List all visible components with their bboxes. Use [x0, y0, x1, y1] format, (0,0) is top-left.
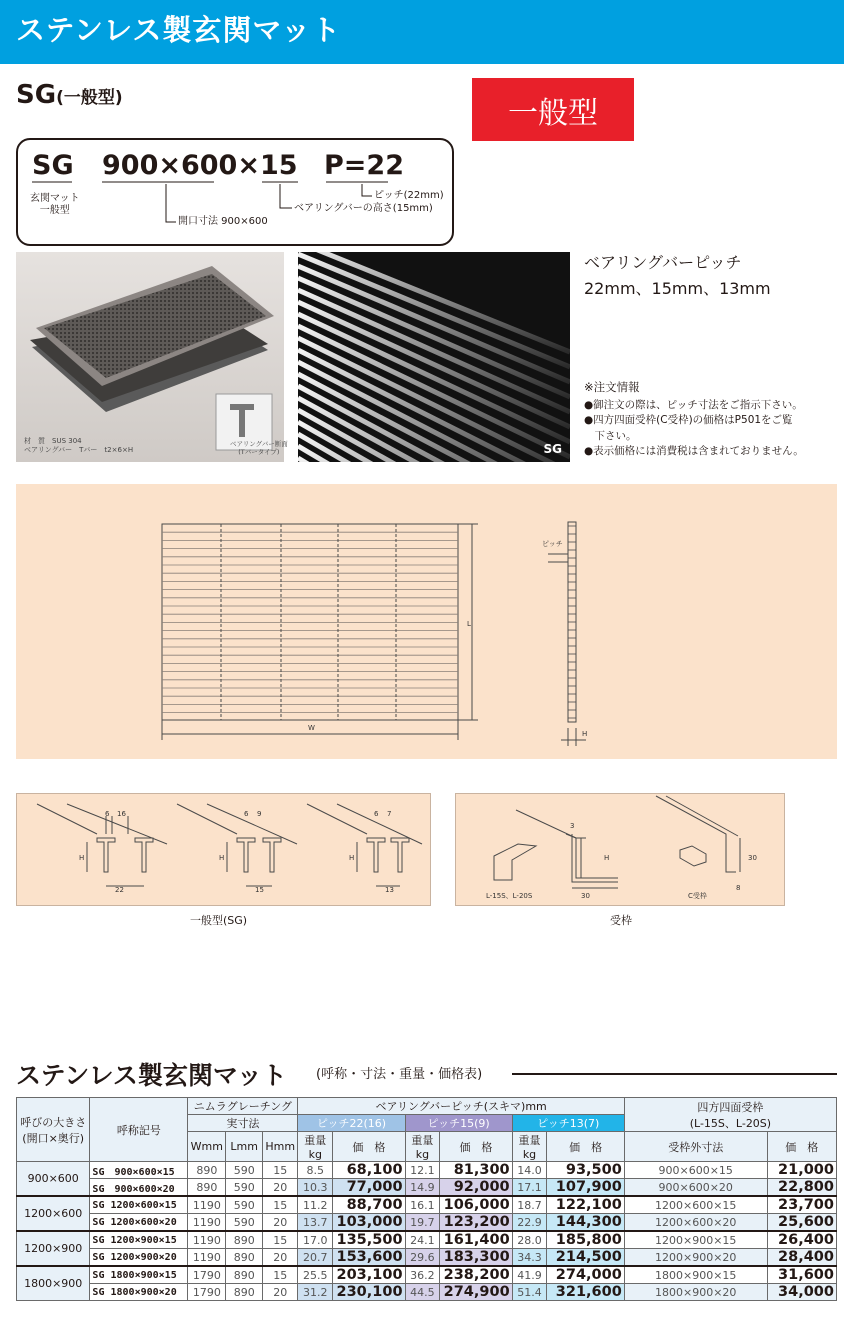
- drawing-h-label: H: [582, 730, 588, 738]
- order-info: [584, 380, 804, 460]
- cell-w22: 8.5: [298, 1162, 333, 1179]
- cell-fdim: 1200×600×15: [624, 1196, 767, 1214]
- cell-p13: 144,300: [547, 1214, 625, 1232]
- header-p22: ピッチ22(16): [298, 1115, 405, 1132]
- cell-code: SG 1200×900×20: [90, 1249, 188, 1267]
- cell-w22: 20.7: [298, 1249, 333, 1267]
- cell-w13: 14.0: [512, 1162, 547, 1179]
- table-section-subtitle: (呼称・寸法・重量・価格表): [316, 1067, 483, 1082]
- product-photo-closeup: [298, 252, 570, 462]
- header-h: Hmm: [263, 1132, 298, 1162]
- pitch-info-title: ベアリングバーピッチ: [584, 253, 742, 272]
- cell-p13: 107,900: [547, 1179, 625, 1197]
- code-pitch: P=22: [324, 150, 404, 181]
- code-label-pitch: ピッチ(22mm): [374, 190, 444, 201]
- cell-w: 1790: [188, 1266, 226, 1284]
- photo1-inset-b: (Tバータイプ): [238, 448, 280, 456]
- cell-p22: 103,000: [333, 1214, 405, 1232]
- cell-fdim: 1200×900×15: [624, 1231, 767, 1249]
- cell-w15: 44.5: [405, 1284, 440, 1301]
- detail13-p: 13: [385, 886, 394, 894]
- detail22-a: 6: [105, 810, 110, 818]
- hw13b: kg: [522, 1148, 537, 1161]
- cell-fprice: 28,400: [767, 1249, 836, 1267]
- header-weight-15: [405, 1132, 440, 1162]
- cell-fprice: 31,600: [767, 1266, 836, 1284]
- order-info-item: ●四方四面受枠(C受枠)の価格はP501をご覧: [584, 414, 793, 426]
- model-title: [16, 80, 123, 110]
- photo2-label: SG: [543, 442, 562, 456]
- bar-section-drawing: [17, 794, 430, 905]
- pitch-info: [584, 250, 771, 302]
- cell-h: 20: [263, 1284, 298, 1301]
- cell-code: SG 1200×900×15: [90, 1231, 188, 1249]
- cell-w: 890: [188, 1179, 226, 1197]
- order-info-item: 下さい。: [584, 429, 637, 442]
- cell-w13: 17.1: [512, 1179, 547, 1197]
- cell-w13: 18.7: [512, 1196, 547, 1214]
- hw13a: 重量: [518, 1134, 541, 1147]
- cell-w: 1790: [188, 1284, 226, 1301]
- frame-caption: 受枠: [610, 914, 632, 927]
- cell-fdim: 1200×900×20: [624, 1249, 767, 1267]
- cell-p15: 274,900: [440, 1284, 512, 1301]
- cell-w13: 28.0: [512, 1231, 547, 1249]
- cell-fprice: 25,600: [767, 1214, 836, 1232]
- hw22a: 重量: [304, 1134, 327, 1147]
- detail13-b: 7: [387, 810, 392, 818]
- cell-w22: 25.5: [298, 1266, 333, 1284]
- cell-h: 20: [263, 1179, 298, 1197]
- bar-section-details: [16, 793, 431, 906]
- cell-l: 890: [226, 1231, 263, 1249]
- page-title: ステンレス製玄関マット: [16, 13, 342, 47]
- cell-p22: 88,700: [333, 1196, 405, 1214]
- cell-fdim: 900×600×20: [624, 1179, 767, 1197]
- header-p15: ピッチ15(9): [405, 1115, 512, 1132]
- code-size: 900×600×15: [102, 150, 298, 181]
- header-code: 呼称記号: [90, 1098, 188, 1162]
- code-label-series-b: 一般型: [39, 205, 70, 216]
- cell-p13: 274,000: [547, 1266, 625, 1284]
- hw15a: 重量: [411, 1134, 434, 1147]
- frame-dim-30b: 30: [748, 854, 757, 862]
- cell-fdim: 900×600×15: [624, 1162, 767, 1179]
- table-row: [17, 1249, 837, 1267]
- cell-p15: 92,000: [440, 1179, 512, 1197]
- cell-w13: 51.4: [512, 1284, 547, 1301]
- cell-size: 1200×600: [17, 1196, 90, 1231]
- photo1-inset-a: ベアリングバー断面: [230, 440, 288, 448]
- cell-p15: 106,000: [440, 1196, 512, 1214]
- model-subtitle: (一般型): [56, 88, 123, 108]
- header-frame-dim: 受枠外寸法: [624, 1132, 767, 1162]
- cell-h: 20: [263, 1214, 298, 1232]
- detail13-h: H: [349, 854, 355, 862]
- table-row: [17, 1179, 837, 1197]
- cell-w15: 16.1: [405, 1196, 440, 1214]
- code-series: SG: [32, 150, 74, 181]
- cell-w15: 14.9: [405, 1179, 440, 1197]
- hw22b: kg: [308, 1148, 322, 1161]
- model-name: SG: [16, 80, 57, 110]
- cell-p22: 68,100: [333, 1162, 405, 1179]
- detail15-p: 15: [255, 886, 264, 894]
- cell-p13: 321,600: [547, 1284, 625, 1301]
- cell-code: SG 1200×600×20: [90, 1214, 188, 1232]
- cell-size: 1800×900: [17, 1266, 90, 1301]
- bars-closeup-illustration: [298, 252, 570, 462]
- cell-w15: 24.1: [405, 1231, 440, 1249]
- cell-w22: 10.3: [298, 1179, 333, 1197]
- drawing-pitch-label: ピッチ: [542, 540, 563, 548]
- header-size-a: 呼びの大きさ: [20, 1115, 87, 1129]
- cell-l: 890: [226, 1284, 263, 1301]
- cell-p15: 183,300: [440, 1249, 512, 1267]
- spec-table: [16, 1097, 837, 1301]
- cell-l: 590: [226, 1162, 263, 1179]
- frame-dim-h: H: [604, 854, 610, 862]
- cell-w13: 22.9: [512, 1214, 547, 1232]
- cell-p15: 161,400: [440, 1231, 512, 1249]
- cell-h: 20: [263, 1249, 298, 1267]
- cell-code: SG 1800×900×20: [90, 1284, 188, 1301]
- detail13-a: 6: [374, 810, 379, 818]
- table-section-title: ステンレス製玄関マット: [16, 1061, 287, 1090]
- cell-w22: 17.0: [298, 1231, 333, 1249]
- photo1-spec: [24, 437, 133, 455]
- cell-p15: 238,200: [440, 1266, 512, 1284]
- header-size: [17, 1098, 90, 1162]
- cell-p22: 135,500: [333, 1231, 405, 1249]
- header-weight-22: [298, 1132, 333, 1162]
- cell-size: 900×600: [17, 1162, 90, 1197]
- cell-p22: 153,600: [333, 1249, 405, 1267]
- cell-h: 15: [263, 1162, 298, 1179]
- photo1-bar: ベアリングバー Tバー t2×6×H: [24, 446, 134, 454]
- cell-size: 1200×900: [17, 1231, 90, 1266]
- cell-h: 15: [263, 1231, 298, 1249]
- cell-p22: 77,000: [333, 1179, 405, 1197]
- frame-details: [455, 793, 785, 906]
- detail22-b: 16: [117, 810, 126, 818]
- cell-code: SG 1200×600×15: [90, 1196, 188, 1214]
- cell-p15: 123,200: [440, 1214, 512, 1232]
- cell-p13: 122,100: [547, 1196, 625, 1214]
- cell-fdim: 1800×900×20: [624, 1284, 767, 1301]
- table-row: [17, 1162, 837, 1179]
- table-row: [17, 1196, 837, 1214]
- code-label-series: [30, 193, 80, 217]
- technical-drawing-panel: [16, 484, 837, 759]
- frame-dim-8: 8: [736, 884, 741, 892]
- drawing-l-label: L: [467, 620, 471, 628]
- cell-fdim: 1800×900×15: [624, 1266, 767, 1284]
- code-label-series-a: 玄関マット: [30, 193, 80, 204]
- detail-caption: 一般型(SG): [190, 914, 248, 927]
- header-w: Wmm: [188, 1132, 226, 1162]
- code-label-opening: 開口寸法 900×600: [178, 216, 268, 227]
- header-frame: [624, 1098, 836, 1132]
- header-bearing: ベアリングバーピッチ(スキマ)mm: [298, 1098, 624, 1115]
- header-price-22: 価 格: [333, 1132, 405, 1162]
- cell-l: 590: [226, 1179, 263, 1197]
- photo1-inset-caption: [230, 440, 288, 456]
- frame-c-label: C受枠: [688, 892, 707, 900]
- cell-p22: 230,100: [333, 1284, 405, 1301]
- table-row: [17, 1214, 837, 1232]
- header-p13: ピッチ13(7): [512, 1115, 624, 1132]
- cell-fprice: 26,400: [767, 1231, 836, 1249]
- cell-w: 1190: [188, 1196, 226, 1214]
- cell-p15: 81,300: [440, 1162, 512, 1179]
- frame-l-label: L-15S、L-20S: [486, 892, 533, 900]
- order-info-item: ●御注文の際は、ピッチ寸法をご指示下さい。: [584, 398, 803, 411]
- header-size-b: (開口×奥行): [22, 1131, 85, 1145]
- grating-plan-drawing: [16, 484, 837, 759]
- cell-fprice: 21,000: [767, 1162, 836, 1179]
- hw15b: kg: [415, 1148, 430, 1161]
- header-weight-13: [512, 1132, 547, 1162]
- cell-l: 590: [226, 1214, 263, 1232]
- header-price-15: 価 格: [440, 1132, 512, 1162]
- cell-w22: 31.2: [298, 1284, 333, 1301]
- frame-dim-30a: 30: [581, 892, 590, 900]
- detail15-b: 9: [257, 810, 262, 818]
- header-l: Lmm: [226, 1132, 263, 1162]
- cell-fprice: 23,700: [767, 1196, 836, 1214]
- cell-p13: 185,800: [547, 1231, 625, 1249]
- code-label-height: ベアリングバーの高さ(15mm): [294, 203, 433, 214]
- order-info-heading: ※注文情報: [584, 380, 640, 394]
- cell-code: SG 900×600×20: [90, 1179, 188, 1197]
- cell-l: 890: [226, 1249, 263, 1267]
- grating-photo-illustration: [16, 252, 284, 462]
- cell-h: 15: [263, 1266, 298, 1284]
- cell-w15: 19.7: [405, 1214, 440, 1232]
- cell-l: 890: [226, 1266, 263, 1284]
- table-row: [17, 1231, 837, 1249]
- detail15-a: 6: [244, 810, 249, 818]
- photo1-material: 材 質 SUS 304: [24, 437, 82, 445]
- header-grating: ニムラグレーチング: [188, 1098, 298, 1115]
- header-frame-price: 価 格: [767, 1132, 836, 1162]
- header-frame-sub: (L-15S、L-20S): [689, 1116, 772, 1130]
- cell-p13: 93,500: [547, 1162, 625, 1179]
- order-info-item: ●表示価格には消費税は含まれておりません。: [584, 445, 804, 457]
- header-actual: 実寸法: [188, 1115, 298, 1132]
- cell-p22: 203,100: [333, 1266, 405, 1284]
- cell-w: 1190: [188, 1214, 226, 1232]
- cell-fprice: 22,800: [767, 1179, 836, 1197]
- cell-code: SG 900×600×15: [90, 1162, 188, 1179]
- cell-fdim: 1200×600×20: [624, 1214, 767, 1232]
- table-row: [17, 1284, 837, 1301]
- cell-w: 1190: [188, 1249, 226, 1267]
- cell-w15: 36.2: [405, 1266, 440, 1284]
- cell-w: 890: [188, 1162, 226, 1179]
- detail22-h: H: [79, 854, 85, 862]
- cell-l: 590: [226, 1196, 263, 1214]
- cell-w15: 12.1: [405, 1162, 440, 1179]
- detail15-h: H: [219, 854, 225, 862]
- cell-w13: 41.9: [512, 1266, 547, 1284]
- cell-code: SG 1800×900×15: [90, 1266, 188, 1284]
- frame-drawing: [456, 794, 784, 905]
- cell-w22: 11.2: [298, 1196, 333, 1214]
- section-rule: [512, 1073, 837, 1075]
- cell-p13: 214,500: [547, 1249, 625, 1267]
- cell-w15: 29.6: [405, 1249, 440, 1267]
- cell-h: 15: [263, 1196, 298, 1214]
- pitch-info-values: 22mm、15mm、13mm: [584, 279, 771, 298]
- cell-w22: 13.7: [298, 1214, 333, 1232]
- header-price-13: 価 格: [547, 1132, 625, 1162]
- type-badge: 一般型: [472, 78, 634, 141]
- table-row: [17, 1266, 837, 1284]
- frame-dim-3: 3: [570, 822, 575, 830]
- product-photo-angled: [16, 252, 284, 462]
- header-frame-title: 四方四面受枠: [697, 1100, 764, 1114]
- drawing-w-label: W: [308, 724, 315, 732]
- cell-fprice: 34,000: [767, 1284, 836, 1301]
- detail22-p: 22: [115, 886, 124, 894]
- cell-w: 1190: [188, 1231, 226, 1249]
- cell-w13: 34.3: [512, 1249, 547, 1267]
